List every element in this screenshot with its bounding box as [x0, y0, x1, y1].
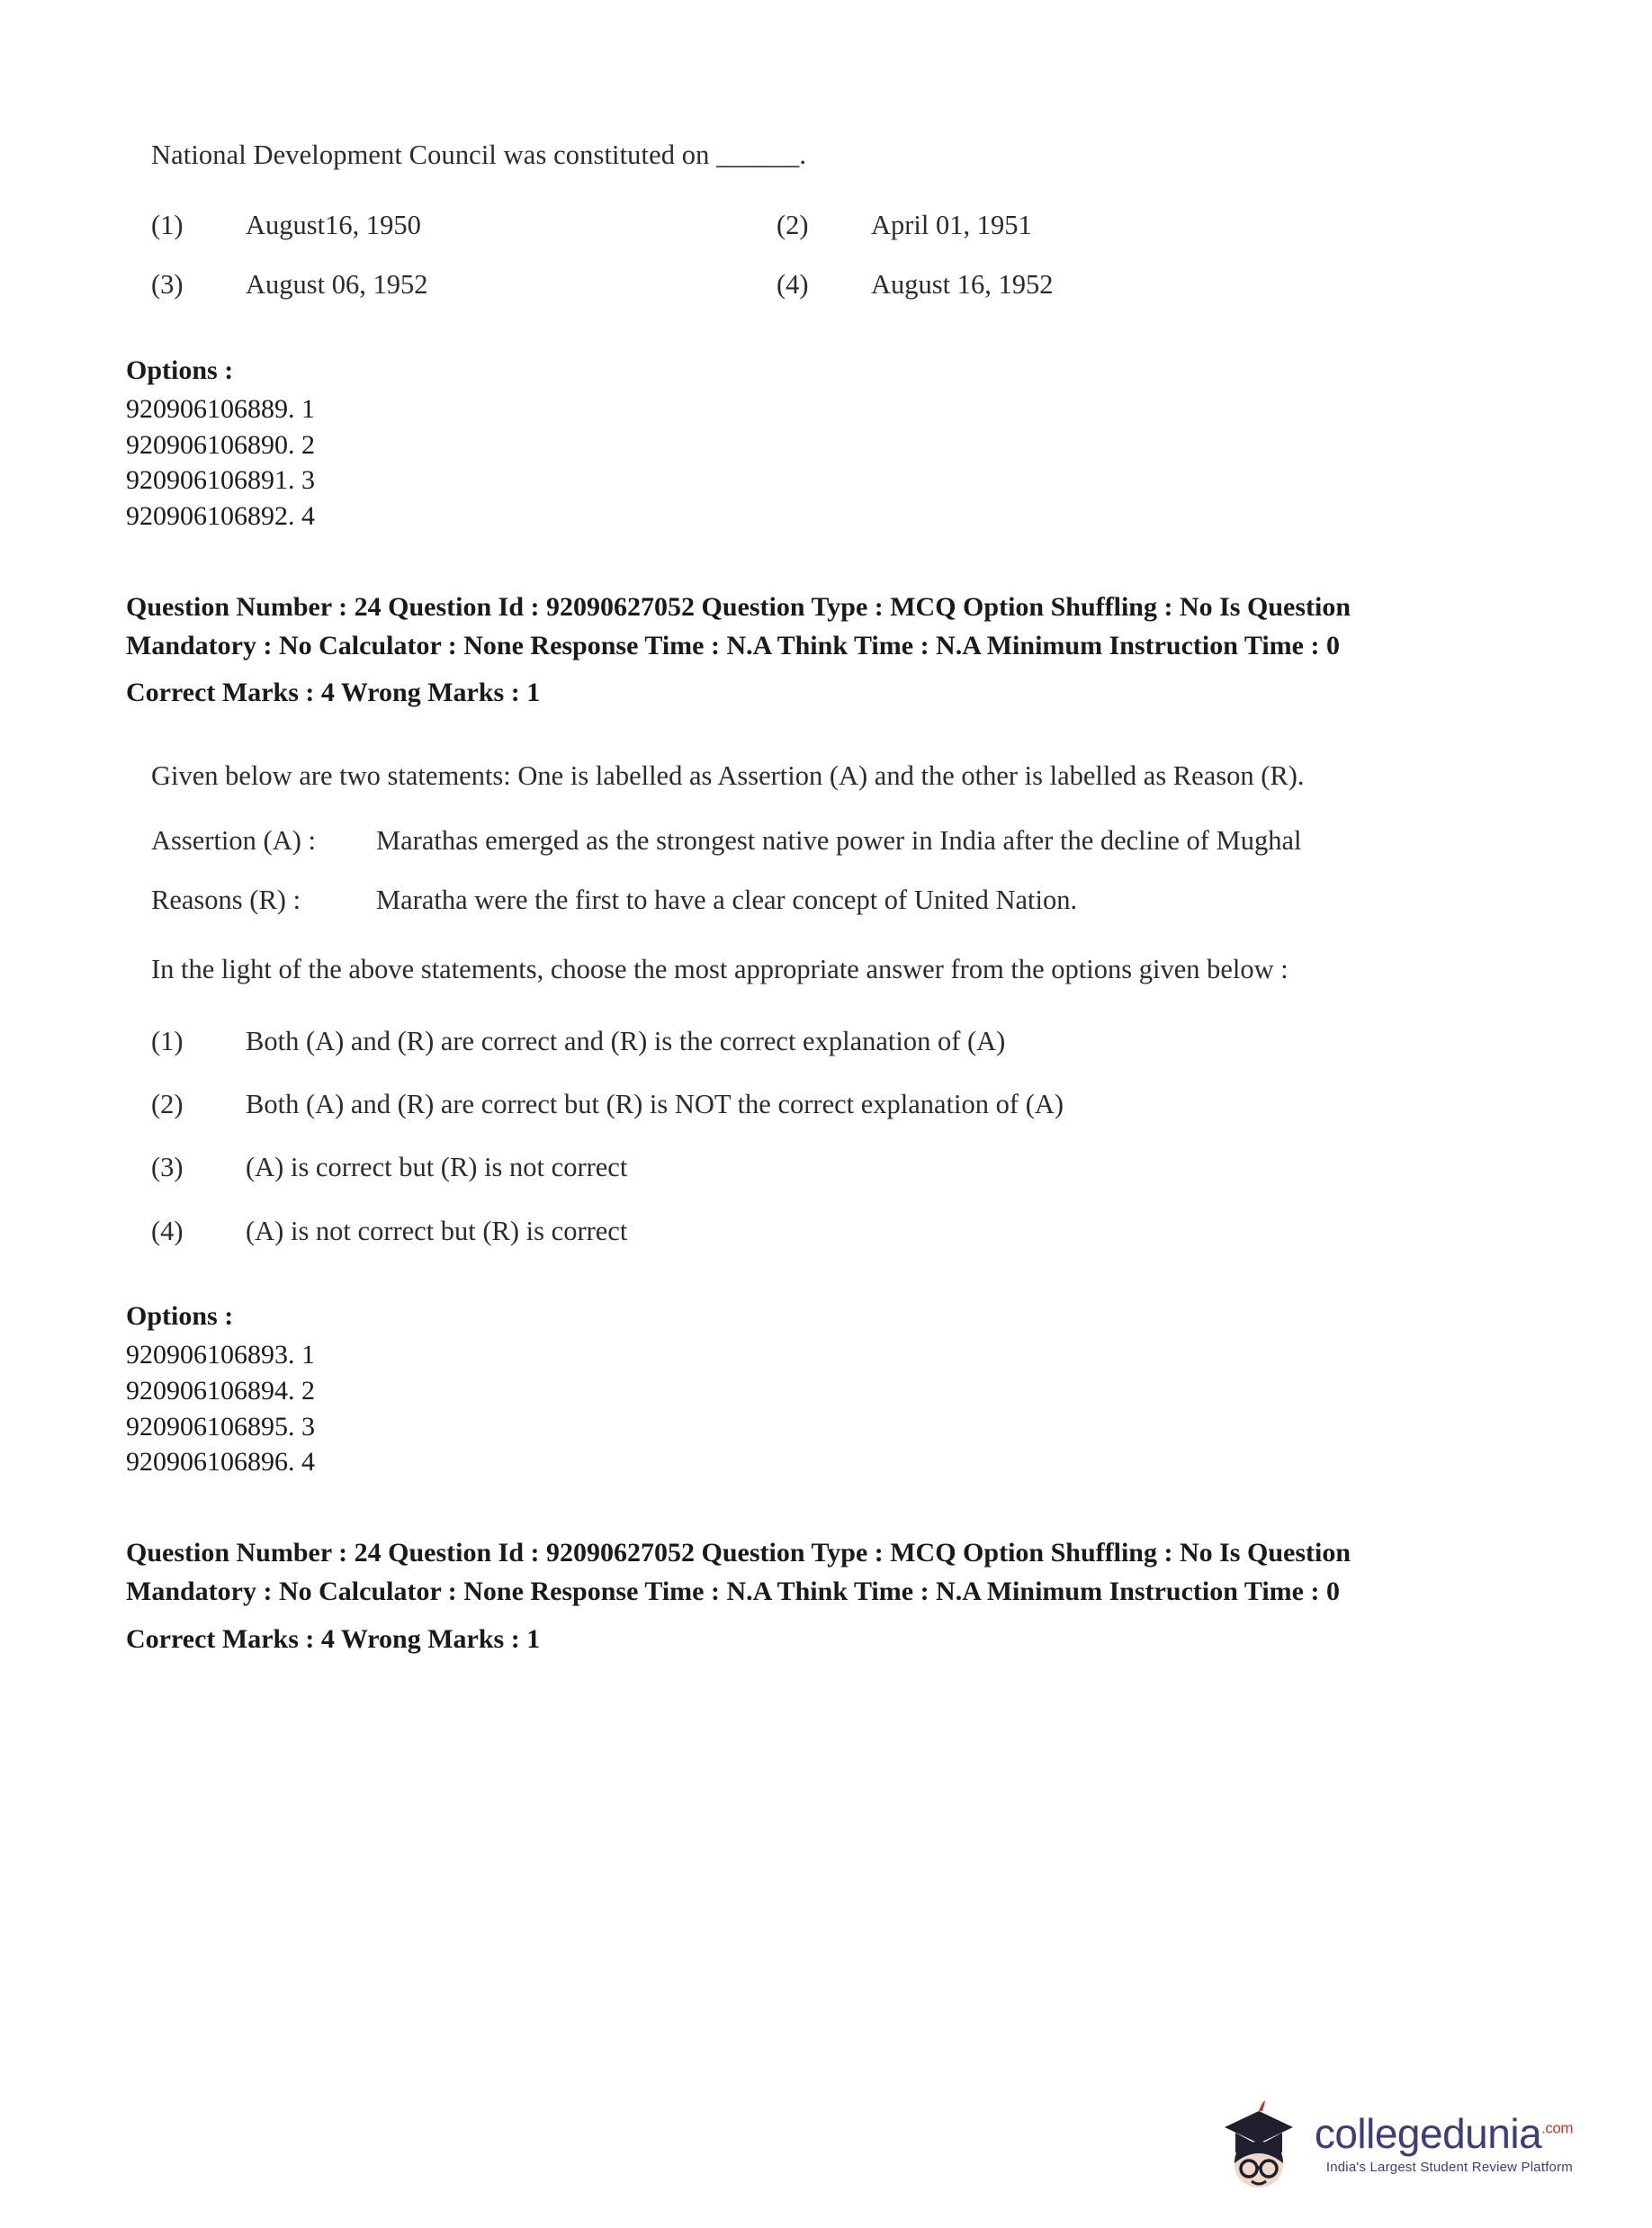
- collegedunia-wordmark: [1314, 2110, 1573, 2175]
- choice-text: April 01, 1951: [871, 210, 1032, 241]
- option-id: 920906106890. 2: [126, 429, 315, 460]
- options-heading: Options :: [126, 1300, 234, 1331]
- option-id: 920906106889. 1: [126, 393, 315, 424]
- question-meta-line: Question Number : 24 Question Id : 92090627052 Question Type : MCQ Option Shuffling : No Is Question Mandatory : No Calculator : None Response Time : N.A Think Time : N.A Minimum Instruction Time : 0: [126, 592, 1351, 660]
- question-23-choices: [151, 205, 1494, 304]
- question-24-block: [126, 756, 1494, 1251]
- choice-marker: (4): [151, 1215, 184, 1246]
- assertion-text: Marathas emerged as the strongest native power in India after the decline of Mughal: [376, 825, 1302, 857]
- collegedunia-mascot-icon: [1216, 2097, 1302, 2190]
- option-id: 920906106891. 3: [126, 465, 315, 496]
- reason-label: Reasons (R) :: [151, 885, 301, 916]
- choice-text: Both (A) and (R) are correct but (R) is NOT the correct explanation of (A): [246, 1089, 1064, 1120]
- choice-text: Both (A) and (R) are correct and (R) is the correct explanation of (A): [246, 1025, 1006, 1056]
- option-id: 920906106894. 2: [126, 1375, 315, 1406]
- options-id-list: [126, 1337, 1494, 1481]
- page-content: [126, 135, 1494, 1658]
- assertion-reason-rows: [151, 821, 1494, 920]
- assertion-label: Assertion (A) :: [151, 825, 316, 857]
- brand-second: dunia: [1442, 2110, 1542, 2157]
- collegedunia-watermark: [1216, 2097, 1573, 2190]
- choice-marker: (1): [151, 1025, 184, 1056]
- question-23-block: [126, 135, 1494, 305]
- brand-name: [1314, 2110, 1573, 2157]
- option-id: 920906106895. 3: [126, 1411, 315, 1442]
- brand-main: college: [1314, 2110, 1443, 2157]
- brand-sup: .com: [1541, 2119, 1573, 2137]
- option-id: 920906106892. 4: [126, 501, 315, 532]
- options-heading: Options :: [126, 355, 234, 385]
- choice-text: August 16, 1952: [871, 269, 1054, 301]
- question-marks-line: Correct Marks : 4 Wrong Marks : 1: [126, 1623, 541, 1654]
- choice-text: (A) is not correct but (R) is correct: [246, 1215, 628, 1246]
- choice-marker: (4): [777, 269, 809, 301]
- assertion-reason-closing: In the light of the above statements, choose the most appropriate answer from the options given below :: [151, 953, 1288, 984]
- question-23-options-ids: [126, 355, 1494, 535]
- choice-text: (A) is correct but (R) is not correct: [246, 1152, 628, 1183]
- question-marks-line: Correct Marks : 4 Wrong Marks : 1: [126, 678, 541, 708]
- options-id-list: [126, 391, 1494, 535]
- option-id: 920906106896. 4: [126, 1447, 315, 1478]
- option-id: 920906106893. 1: [126, 1339, 315, 1370]
- question-23-stem: National Development Council was constituted on ______.: [151, 139, 807, 170]
- question-meta-block-2: [126, 1534, 1422, 1658]
- choice-marker: (2): [777, 210, 809, 241]
- choice-text: August16, 1950: [246, 210, 421, 241]
- choice-marker: (3): [151, 1152, 184, 1183]
- question-meta-block-1: [126, 588, 1422, 713]
- question-meta-line: Question Number : 24 Question Id : 92090627052 Question Type : MCQ Option Shuffling : No Is Question Mandatory : No Calculator : None Response Time : N.A Think Time : N.A Minimum Instruction Time : 0: [126, 1538, 1351, 1606]
- choice-marker: (2): [151, 1089, 184, 1120]
- question-24-choices: [151, 1021, 1494, 1251]
- assertion-reason-intro: Given below are two statements: One is labelled as Assertion (A) and the other is labelled as Reason (R).: [151, 760, 1305, 791]
- reason-text: Maratha were the first to have a clear concept of United Nation.: [376, 885, 1078, 916]
- choice-text: August 06, 1952: [246, 269, 428, 301]
- choice-marker: (3): [151, 269, 184, 301]
- brand-tagline: India's Largest Student Review Platform: [1325, 2160, 1573, 2175]
- question-24-options-ids: [126, 1301, 1494, 1481]
- choice-marker: (1): [151, 210, 184, 241]
